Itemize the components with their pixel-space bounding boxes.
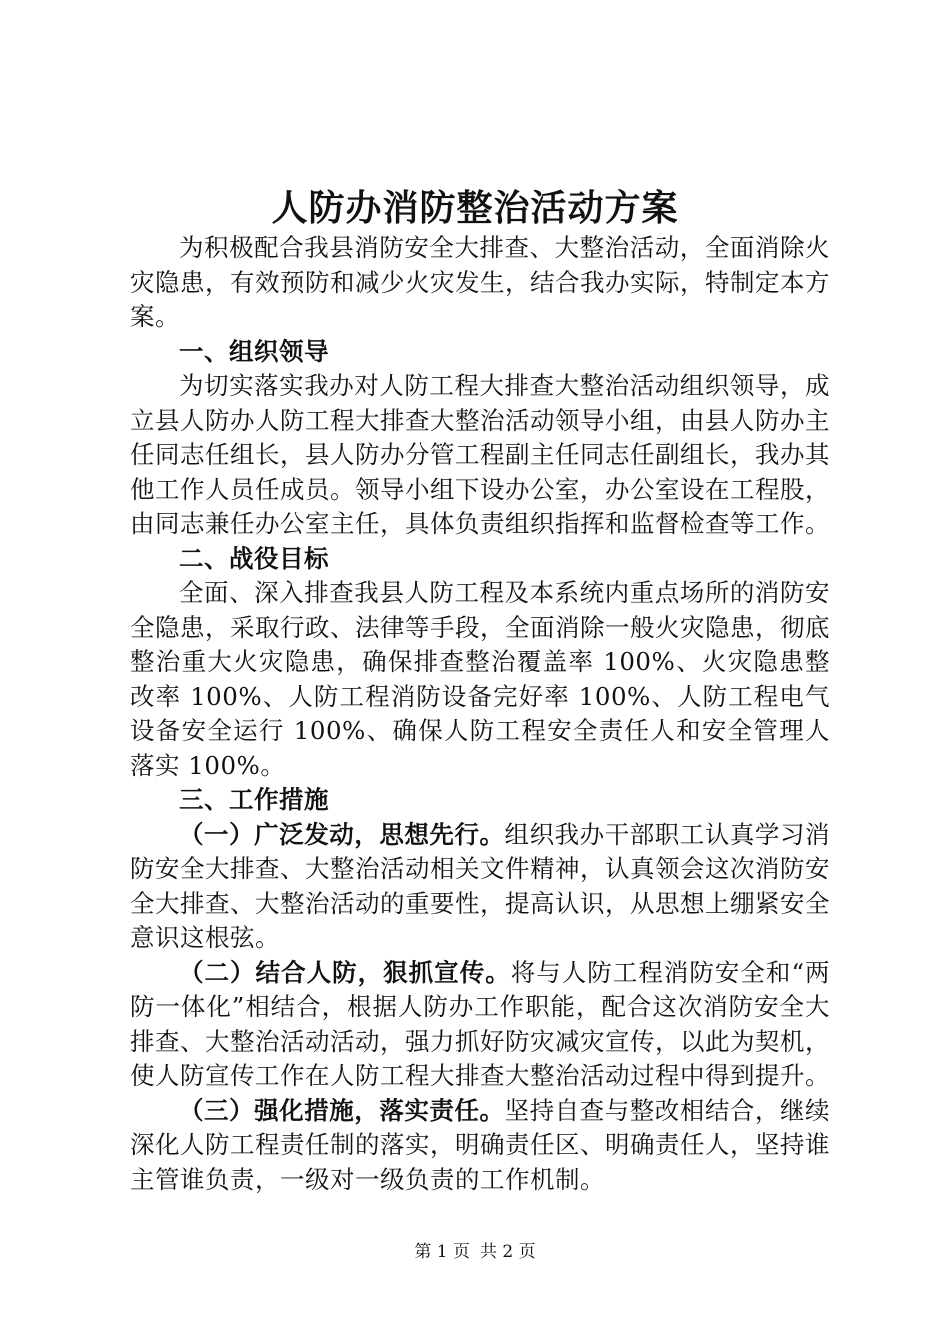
section-heading-goals: 二、战役目标 <box>179 543 329 573</box>
section-heading-measures: 三、工作措施 <box>179 785 329 814</box>
measure-paragraph-1 <box>130 818 830 956</box>
measure-text-2: 将与人防工程消防安全和“两防一体化”相结合，根据人防办工作职能，配合这次消防安全大排查、大整治活动活动，强力抓好防灾减灾宣传，以此为契机，使人防宣传工作在人防工程大排查大整治活动过程中得到提升。 <box>130 957 830 1090</box>
section-heading-organization: 一、组织领导 <box>179 336 329 366</box>
measure-lead-3: （三）强化措施，落实责任。 <box>179 1095 505 1125</box>
measure-paragraph-3 <box>130 1094 830 1198</box>
goals-paragraph: 全面、深入排查我县人防工程及本系统内重点场所的消防安全隐患，采取行政、法律等手段，全面消除一般火灾隐患，彻底整治重大火灾隐患，确保排查整治覆盖率 100%、火灾隐患整改率 100%、人防工程消防设备完好率 100%、人防工程电气设备安全运行 100%、确保人防工程安全责任人和安全管理人落实 100%。 <box>130 578 830 780</box>
measure-paragraph-2 <box>130 956 830 1094</box>
measure-text-1: 组织我办干部职工认真学习消防安全大排查、大整治活动相关文件精神，认真领会这次消防安全大排查、大整治活动的重要性，提高认识，从思想上绷紧安全意识这根弦。 <box>130 819 831 952</box>
measure-text-3: 坚持自查与整改相结合，继续深化人防工程责任制的落实，明确责任区、明确责任人，坚持谁主管谁负责，一级对一级负责的工作机制。 <box>130 1095 831 1194</box>
measure-lead-2: （二）结合人防，狠抓宣传。 <box>179 957 511 987</box>
organization-paragraph: 为切实落实我办对人防工程大排查大整治活动组织领导，成立县人防办人防工程大排查大整治活动领导小组，由县人防办主任同志任组长，县人防办分管工程副主任同志任副组长，我办其他工作人员任成员。领导小组下设办公室，办公室设在工程股，由同志兼任办公室主任，具体负责组织指挥和监督检查等工作。 <box>130 371 830 538</box>
measure-lead-1: （一）广泛发动，思想先行。 <box>179 819 505 849</box>
intro-paragraph: 为积极配合我县消防安全大排查、大整治活动，全面消除火灾隐患，有效预防和减少火灾发生，结合我办实际，特制定本方案。 <box>130 233 830 331</box>
page-footer <box>0 1240 950 1264</box>
document-body <box>130 231 830 1197</box>
document-title: 人防办消防整治活动方案 <box>271 187 679 229</box>
page-number: 第 1 页 <box>414 1242 470 1262</box>
page-total: 共 2 页 <box>480 1242 536 1262</box>
